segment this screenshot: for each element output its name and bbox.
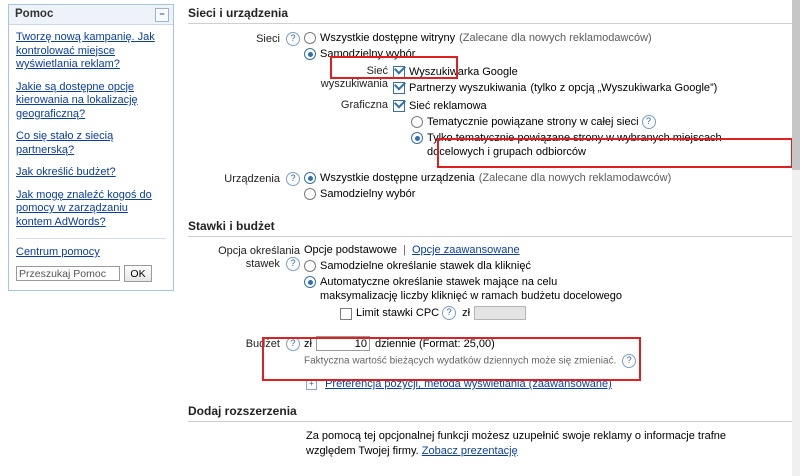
search-network-options (393, 65, 717, 97)
help-search-input[interactable] (16, 266, 120, 281)
bid-option-manual-label: Samodzielne określanie stawek dla kliknięć (320, 260, 531, 272)
basic-options-label: Opcje podstawowe (304, 244, 397, 256)
radio-display-all-network[interactable] (411, 116, 423, 128)
collapse-icon[interactable]: − (155, 8, 169, 22)
devices-label-col (188, 171, 304, 186)
display-sub-option-all-label: Tematycznie powiązane strony w całej sieci (427, 116, 639, 128)
radio-display-placements[interactable] (411, 132, 423, 144)
checkbox-display-network[interactable] (393, 100, 405, 112)
display-sub-option-all[interactable] (411, 115, 751, 129)
checkbox-google-search[interactable] (393, 66, 405, 78)
help-icon-budget-note[interactable]: ? (622, 354, 636, 368)
position-preference-link[interactable]: Preferencja pozycji, metoda wyświetlania (zaawansowane) (325, 378, 612, 390)
help-search-button[interactable]: OK (124, 265, 152, 282)
devices-label: Urządzenia (224, 172, 280, 185)
budget-input-row (304, 336, 792, 351)
help-icon-display-all[interactable]: ? (642, 115, 656, 129)
display-sub-option-placements-label: Tylko tematycznie powiązane strony w wybranych miejscach docelowych i grupach odbiorców (427, 132, 722, 158)
radio-device-custom[interactable] (304, 188, 316, 200)
extensions-description-text: Za pomocą tej opcjonalnej funkcji możesz uzupełnić swoje reklamy o informacje trafne względem Twojej firmy. (306, 430, 727, 457)
bid-option-row (188, 244, 792, 322)
device-option-all-hint: (Zalecane dla nowych reklamodawców) (478, 172, 672, 184)
help-icon-cpc-limit[interactable]: ? (442, 306, 456, 320)
cpc-currency: zł (462, 307, 471, 319)
budget-note-row (304, 354, 792, 368)
help-icon-budget[interactable]: ? (286, 337, 300, 351)
budget-input[interactable] (316, 336, 370, 351)
bid-option-field-col (304, 244, 792, 322)
links-separator: | (403, 244, 406, 256)
position-preference-row[interactable] (306, 378, 792, 390)
networks-field-col (304, 31, 792, 163)
radio-bid-auto[interactable] (304, 276, 316, 288)
device-option-all[interactable] (304, 171, 792, 185)
budget-label: Budżet (245, 337, 280, 350)
budget-field-col (304, 336, 792, 368)
budget-currency: zł (304, 337, 312, 350)
display-network-label-text: Sieć reklamowa (409, 100, 487, 112)
help-center-link[interactable]: Centrum pomocy (16, 246, 100, 258)
help-link-1[interactable]: Tworzę nową kampanię. Jak kontrolować miejsce wyświetlania reklam? (16, 31, 155, 70)
checkbox-search-partners[interactable] (393, 82, 405, 94)
section-divider-networks (188, 23, 792, 24)
help-link-5[interactable]: Jak mogę znaleźć kogoś do pomocy w zarządzaniu kontem AdWords? (16, 188, 152, 228)
cpc-limit-label: Limit stawki CPC (356, 307, 440, 319)
help-icon-bid-option[interactable]: ? (286, 257, 300, 271)
cpc-limit-row[interactable] (340, 306, 792, 320)
budget-row (188, 336, 792, 368)
help-link-3[interactable]: Co się stało z siecią partnerską? (16, 130, 114, 156)
help-panel-title: Pomoc (15, 8, 54, 20)
search-network-partners[interactable] (393, 81, 717, 95)
network-option-custom-label: Samodzielny wybór (320, 48, 416, 60)
help-panel (8, 4, 174, 291)
radio-bid-manual[interactable] (304, 260, 316, 272)
display-network-checkbox-row[interactable] (393, 99, 751, 113)
device-option-custom-label: Samodzielny wybór (320, 188, 416, 200)
plus-expander-icon[interactable]: + (306, 379, 317, 390)
networks-section-title: Sieci i urządzenia (188, 6, 289, 20)
network-option-all-hint: (Zalecane dla nowych reklamodawców) (459, 32, 652, 44)
device-option-custom[interactable] (304, 187, 792, 201)
extensions-description (306, 429, 756, 459)
help-link-2[interactable]: Jakie są dostępne opcje kierowania na lokalizację geograficzną? (16, 80, 138, 120)
display-network-label: Graficzna (340, 99, 388, 111)
bid-option-label: Opcja określania stawek (218, 245, 300, 270)
see-presentation-link[interactable]: Zobacz prezentację (421, 445, 518, 457)
search-network-google-label: Wyszukiwarka Google (409, 66, 518, 78)
vertical-scrollbar[interactable] (792, 0, 800, 476)
section-divider-extensions (188, 421, 792, 422)
checkbox-cpc-limit[interactable] (340, 308, 352, 320)
section-divider-bids (188, 236, 792, 237)
help-panel-body (9, 25, 173, 290)
help-icon-networks[interactable]: ? (286, 32, 300, 46)
radio-network-all[interactable] (304, 32, 316, 44)
main-content (188, 0, 792, 459)
radio-network-custom[interactable] (304, 48, 316, 60)
display-network-row (304, 99, 792, 161)
extensions-section-title: Dodaj rozszerzenia (188, 404, 297, 418)
search-network-label: Sieć wyszukiwania (320, 65, 388, 90)
help-link-4[interactable]: Jak określić budżet? (16, 166, 116, 178)
display-sub-option-placements[interactable] (411, 131, 751, 159)
devices-field-col (304, 171, 792, 203)
radio-device-all[interactable] (304, 172, 316, 184)
budget-label-col (188, 336, 304, 351)
search-network-google[interactable] (393, 65, 717, 79)
budget-suffix: dziennie (Format: 25,00) (374, 337, 495, 350)
bid-option-manual[interactable] (304, 259, 792, 273)
network-option-custom[interactable] (304, 47, 792, 61)
bid-option-auto-label: Automatyczne określanie stawek mające na celu maksymalizację liczby kliknięć w ramach budżetu docelowego (320, 276, 623, 302)
networks-row (188, 31, 792, 163)
bids-section-title: Stawki i budżet (188, 219, 275, 233)
network-option-all[interactable] (304, 31, 792, 45)
scrollbar-thumb[interactable] (792, 0, 800, 170)
networks-label-col (188, 31, 304, 46)
advanced-options-link[interactable]: Opcje zaawansowane (411, 244, 520, 256)
network-option-all-label: Wszystkie dostępne witryny (320, 32, 456, 44)
cpc-limit-input[interactable] (474, 306, 526, 320)
help-divider (16, 238, 166, 239)
bid-options-links (304, 244, 792, 256)
search-network-partners-hint: (tylko z opcją „Wyszukiwarka Google”) (530, 82, 718, 94)
budget-note: Faktyczna wartość bieżących wydatków dziennych może się zmieniać. (304, 355, 617, 367)
help-search-row (16, 265, 166, 282)
devices-row (188, 171, 792, 203)
search-network-row (304, 65, 792, 97)
bid-option-label-col (188, 244, 304, 271)
networks-label: Sieci (256, 32, 280, 45)
search-network-partners-label: Partnerzy wyszukiwania (409, 82, 527, 94)
bid-option-auto[interactable] (304, 275, 634, 303)
device-option-all-label: Wszystkie dostępne urządzenia (320, 172, 475, 184)
help-panel-header (9, 5, 173, 25)
display-network-options (393, 99, 751, 161)
help-icon-devices[interactable]: ? (286, 172, 300, 186)
